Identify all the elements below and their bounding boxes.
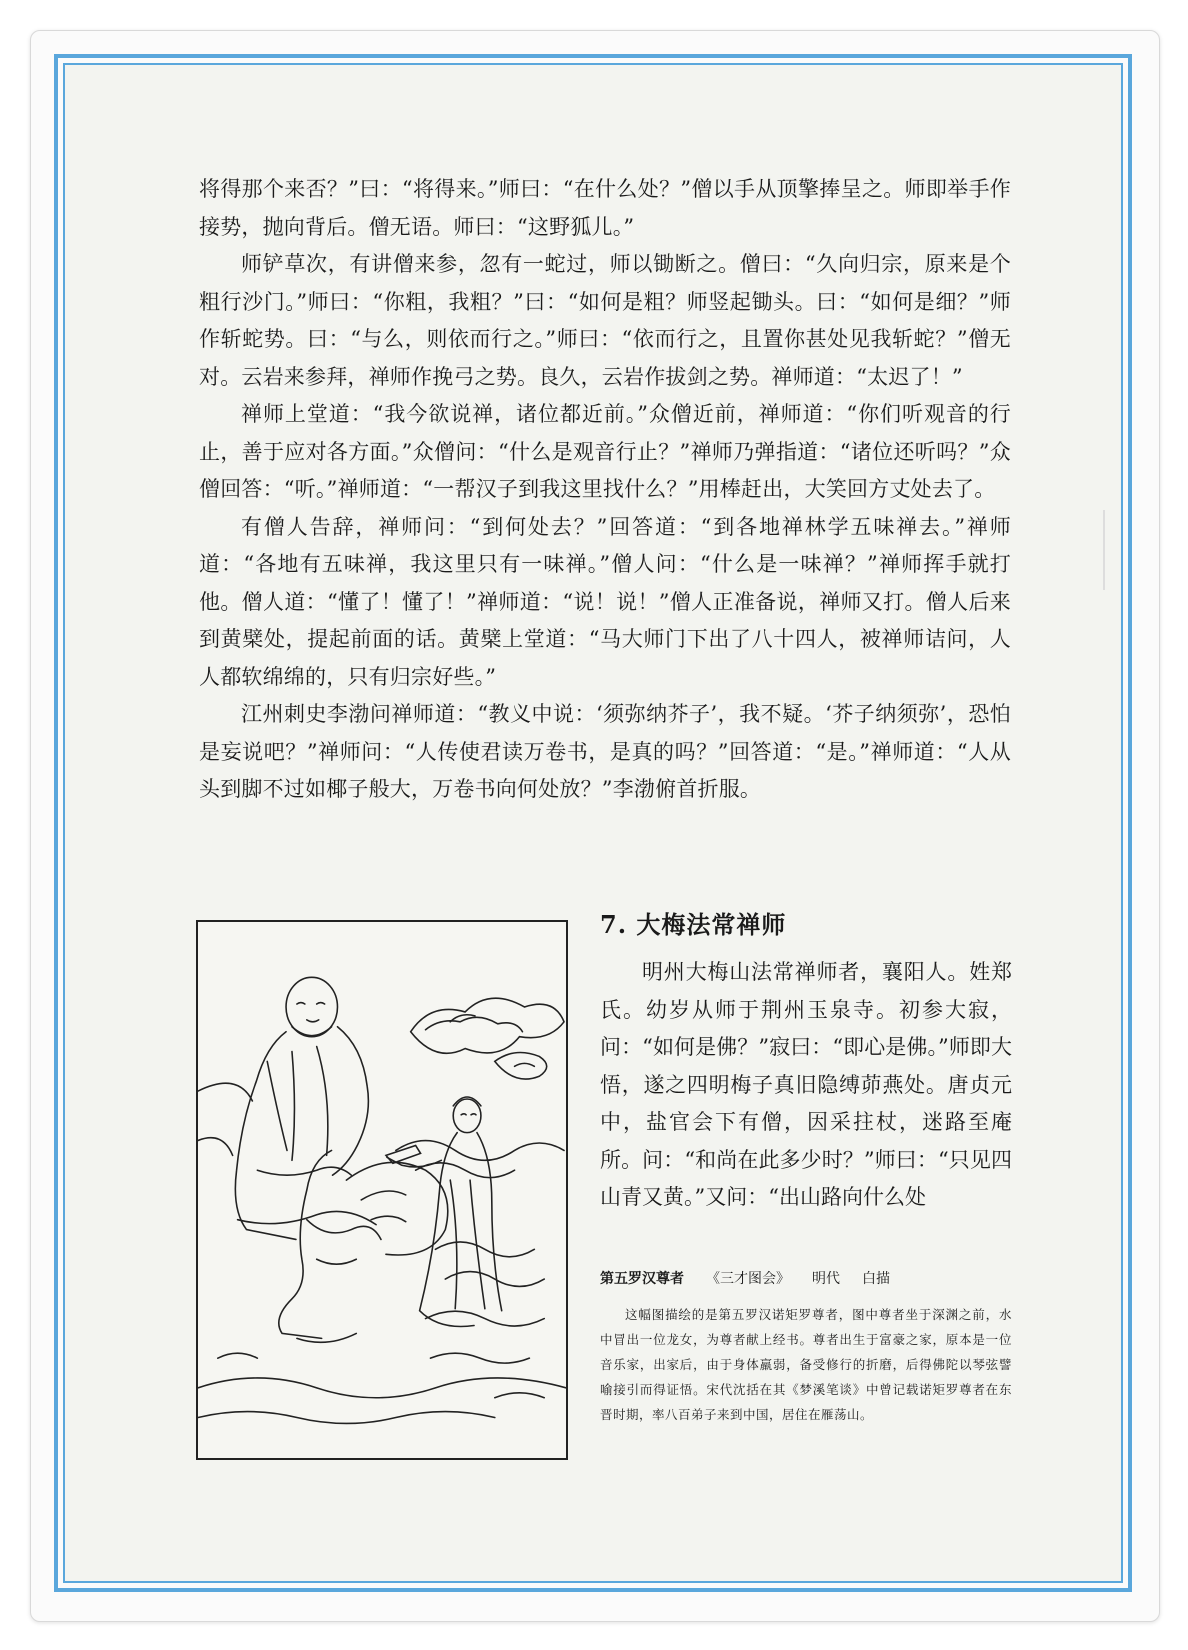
section-paragraph: 明州大梅山法常禅师者，襄阳人。姓郑氏。幼岁从师于荆州玉泉寺。初参大寂，问：“如何是佛？”寂曰：“即心是佛。”师即大悟，遂之四明梅子真旧隐缚茆燕处。唐贞元中，盐官会下有僧，因采拄杖，迷路至庵所。问：“和尚在此多少时？”师曰：“只见四山青又黄。”又问：“出山路向什么处 — [600, 960, 1012, 1209]
body-text — [199, 171, 1011, 809]
section-text — [600, 954, 1012, 1217]
caption-name: 第五罗汉尊者 — [600, 1271, 684, 1287]
paragraph-5: 江州刺史李渤问禅师道：“教义中说：‘须弥纳芥子’，我不疑。‘芥子纳须弥’，恐怕是妄说吧？”禅师问：“人传使君读万卷书，是真的吗？”回答道：“是。”禅师道：“人从头到脚不过如椰子般大，万卷书向何处放？”李渤俯首折服。 — [199, 702, 1011, 801]
paragraph-3: 禅师上堂道：“我今欲说禅，诸位都近前。”众僧近前，禅师道：“你们听观音的行止，善于应对各方面。”众僧问：“什么是观音行止？”禅师乃弹指道：“诸位还听吗？”众僧回答：“听。”禅师道：“一帮汉子到我这里找什么？”用棒赶出，大笑回方丈处去了。 — [199, 402, 1011, 501]
caption-era: 明代 — [812, 1271, 840, 1287]
arhat-line-drawing-icon — [198, 922, 566, 1458]
caption-header — [600, 1268, 1012, 1288]
section-dameifachang — [600, 905, 1012, 1217]
caption-technique: 白描 — [862, 1271, 890, 1287]
illustration-caption — [600, 1268, 1012, 1427]
caption-description: 这幅图描绘的是第五罗汉诺矩罗尊者，图中尊者坐于深渊之前，水中冒出一位龙女，为尊者献上经书。尊者出生于富豪之家，原本是一位音乐家，出家后，由于身体羸弱，备受修行的折磨，后得佛陀以琴弦譬喻接引而得证悟。宋代沈括在其《梦溪笔谈》中曾记载诺矩罗尊者在东晋时期，率八百弟子来到中国，居住在雁荡山。 — [600, 1307, 1012, 1422]
section-title: 7. 大梅法常禅师 — [600, 910, 787, 939]
scan-mark — [1103, 510, 1105, 590]
paragraph-4: 有僧人告辞，禅师问：“到何处去？”回答道：“到各地禅林学五味禅去。”禅师道：“各地有五味禅，我这里只有一味禅。”僧人问：“什么是一味禅？”禅师挥手就打他。僧人道：“懂了！懂了！”禅师道：“说！说！”僧人正准备说，禅师又打。僧人后来到黄檗处，提起前面的话。黄檗上堂道：“马大师门下出了八十四人，被禅师诘问，人人都软绵绵的，只有归宗好些。” — [199, 514, 1011, 689]
caption-source: 《三才图会》 — [706, 1271, 790, 1287]
paragraph-2: 师铲草次，有讲僧来参，忽有一蛇过，师以锄断之。僧曰：“久向归宗，原来是个粗行沙门。”师曰：“你粗，我粗？”曰：“如何是粗？师竖起锄头。曰：“如何是细？”师作斩蛇势。曰：“与么，则依而行之。”师曰：“依而行之，且置你甚处见我斩蛇？”僧无对。云岩来参拜，禅师作挽弓之势。良久，云岩作拔剑之势。禅师道：“太迟了！” — [199, 252, 1011, 389]
arhat-illustration — [196, 920, 568, 1460]
paragraph-1: 将得那个来否？”曰：“将得来。”师曰：“在什么处？”僧以手从顶擎捧呈之。师即举手作接势，抛向背后。僧无语。师曰：“这野狐儿。” — [199, 177, 1011, 239]
